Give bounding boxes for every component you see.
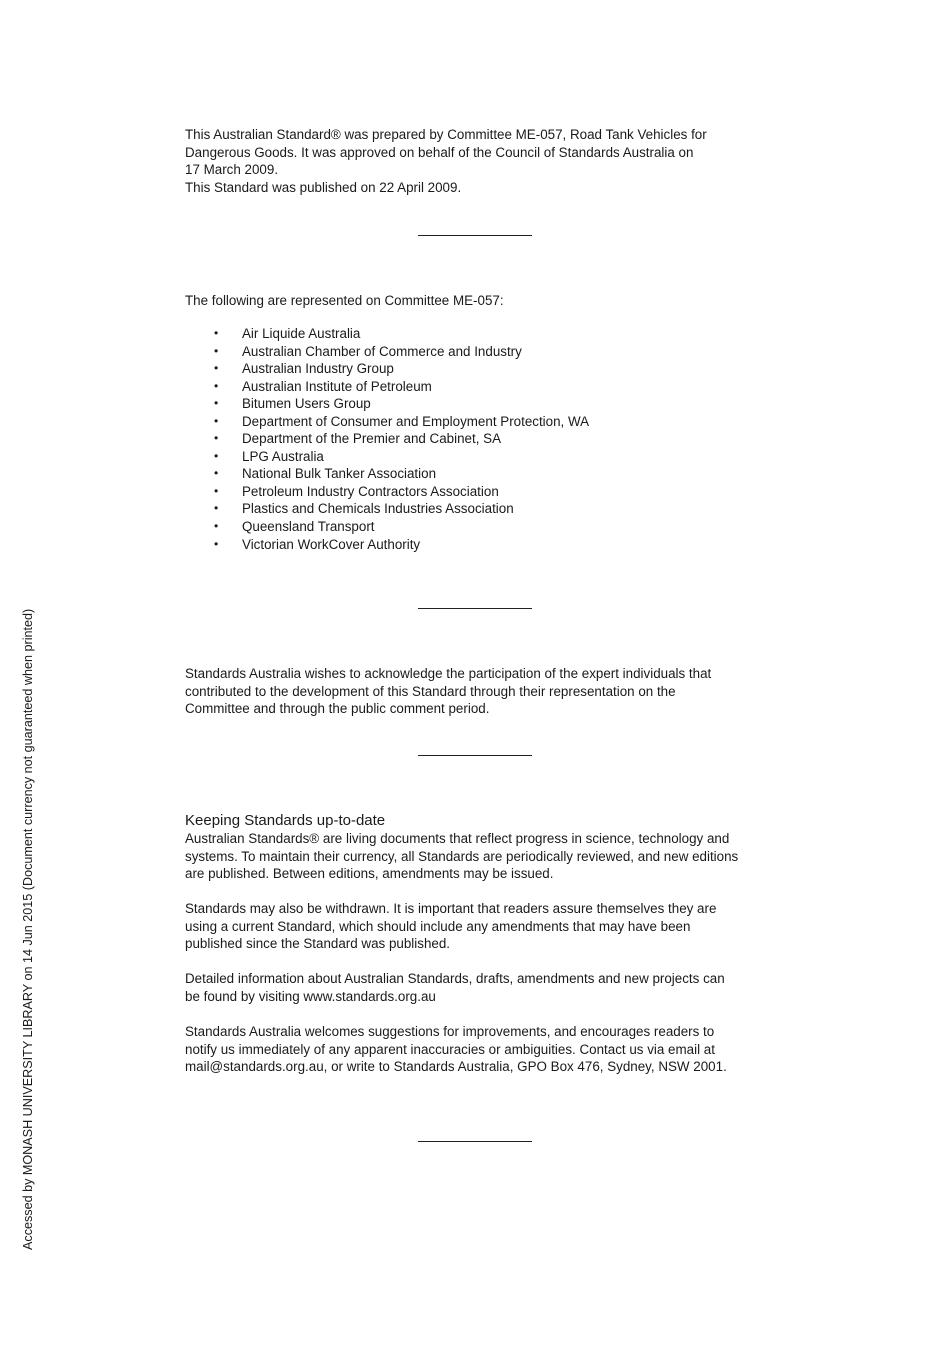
paragraph-line: Standards Australia welcomes suggestions for improvements, and encourages readers to	[185, 1024, 715, 1039]
bullet-icon: •	[214, 466, 219, 481]
member-name: Australian Chamber of Commerce and Industry	[242, 343, 522, 359]
list-item	[185, 378, 589, 396]
member-name: LPG Australia	[242, 448, 324, 464]
section-heading: Keeping Standards up-to-date	[185, 812, 386, 829]
list-item	[185, 413, 589, 431]
bullet-icon: •	[214, 413, 219, 428]
preface-line: This Australian Standard® was prepared by Committee ME-057, Road Tank Vehicles for	[185, 127, 707, 142]
preface-line: 17 March 2009.	[185, 162, 279, 178]
section-divider	[418, 608, 532, 609]
list-item	[185, 536, 589, 554]
list-item	[185, 325, 589, 343]
currency-paragraph	[185, 830, 785, 883]
paragraph-line: Australian Standards® are living documents that reflect progress in science, technology and	[185, 831, 730, 846]
acknowledgement-line: Standards Australia wishes to acknowledge the participation of the expert individuals that	[185, 666, 712, 681]
paragraph-line: systems. To maintain their currency, all Standards are periodically reviewed, and new editions	[185, 848, 739, 864]
list-item	[185, 518, 589, 536]
member-name: Air Liquide Australia	[242, 326, 361, 341]
acknowledgement-line: Committee and through the public comment period.	[185, 701, 490, 717]
member-name: Victorian WorkCover Authority	[242, 536, 421, 552]
bullet-icon: •	[214, 431, 219, 446]
acknowledgement-line: contributed to the development of this Standard through their representation on the	[185, 683, 676, 699]
list-item	[185, 448, 589, 466]
paragraph-line: Detailed information about Australian Standards, drafts, amendments and new projects can	[185, 971, 725, 986]
member-name: Department of the Premier and Cabinet, SA	[242, 431, 502, 447]
bullet-icon: •	[214, 396, 219, 411]
paragraph-line: published since the Standard was published.	[185, 936, 451, 952]
bullet-icon: •	[214, 501, 219, 516]
committee-member-list	[185, 325, 589, 553]
preface-paragraph	[185, 126, 785, 196]
withdrawal-paragraph	[185, 900, 785, 953]
preface-line: Dangerous Goods. It was approved on behalf of the Council of Standards Australia on	[185, 144, 694, 160]
list-item	[185, 465, 589, 483]
paragraph-line: mail@standards.org.au, or write to Standards Australia, GPO Box 476, Sydney, NSW 2001.	[185, 1059, 727, 1075]
section-divider	[418, 1141, 532, 1142]
committee-intro: The following are represented on Committee ME-057:	[185, 293, 504, 308]
member-name: Plastics and Chemicals Industries Association	[242, 501, 514, 517]
paragraph-line: using a current Standard, which should include any amendments that may have been	[185, 918, 691, 934]
bullet-icon: •	[214, 326, 219, 340]
publication-date-line: This Standard was published on 22 April 2009.	[185, 179, 462, 195]
member-name: Department of Consumer and Employment Protection, WA	[242, 413, 590, 429]
paragraph-line: notify us immediately of any apparent inaccuracies or ambiguities. Contact us via email at	[185, 1041, 715, 1057]
website-paragraph	[185, 970, 785, 1005]
paragraph-line: be found by visiting www.standards.org.au	[185, 988, 436, 1004]
paragraph-line: are published. Between editions, amendments may be issued.	[185, 866, 554, 882]
member-name: Australian Industry Group	[242, 361, 394, 377]
member-name: Bitumen Users Group	[242, 396, 371, 412]
contact-paragraph	[185, 1023, 785, 1076]
section-divider	[418, 235, 532, 236]
section-divider	[418, 755, 532, 756]
member-name: Queensland Transport	[242, 519, 375, 535]
list-item	[185, 500, 589, 518]
bullet-icon: •	[214, 519, 219, 534]
access-watermark: Accessed by MONASH UNIVERSITY LIBRARY on 14 Jun 2015 (Document currency not guaranteed when printed)	[21, 608, 35, 1250]
bullet-icon: •	[214, 536, 219, 551]
paragraph-line: Standards may also be withdrawn. It is important that readers assure themselves they are	[185, 901, 717, 916]
bullet-icon: •	[214, 483, 219, 498]
acknowledgement-paragraph	[185, 665, 785, 718]
list-item	[185, 430, 589, 448]
member-name: Petroleum Industry Contractors Association	[242, 483, 499, 499]
list-item	[185, 343, 589, 361]
member-name: Australian Institute of Petroleum	[242, 378, 432, 394]
bullet-icon: •	[214, 361, 219, 376]
bullet-icon: •	[214, 448, 219, 463]
list-item	[185, 483, 589, 501]
list-item	[185, 360, 589, 378]
list-item	[185, 395, 589, 413]
bullet-icon: •	[214, 343, 219, 358]
member-name: National Bulk Tanker Association	[242, 466, 437, 482]
bullet-icon: •	[214, 378, 219, 393]
